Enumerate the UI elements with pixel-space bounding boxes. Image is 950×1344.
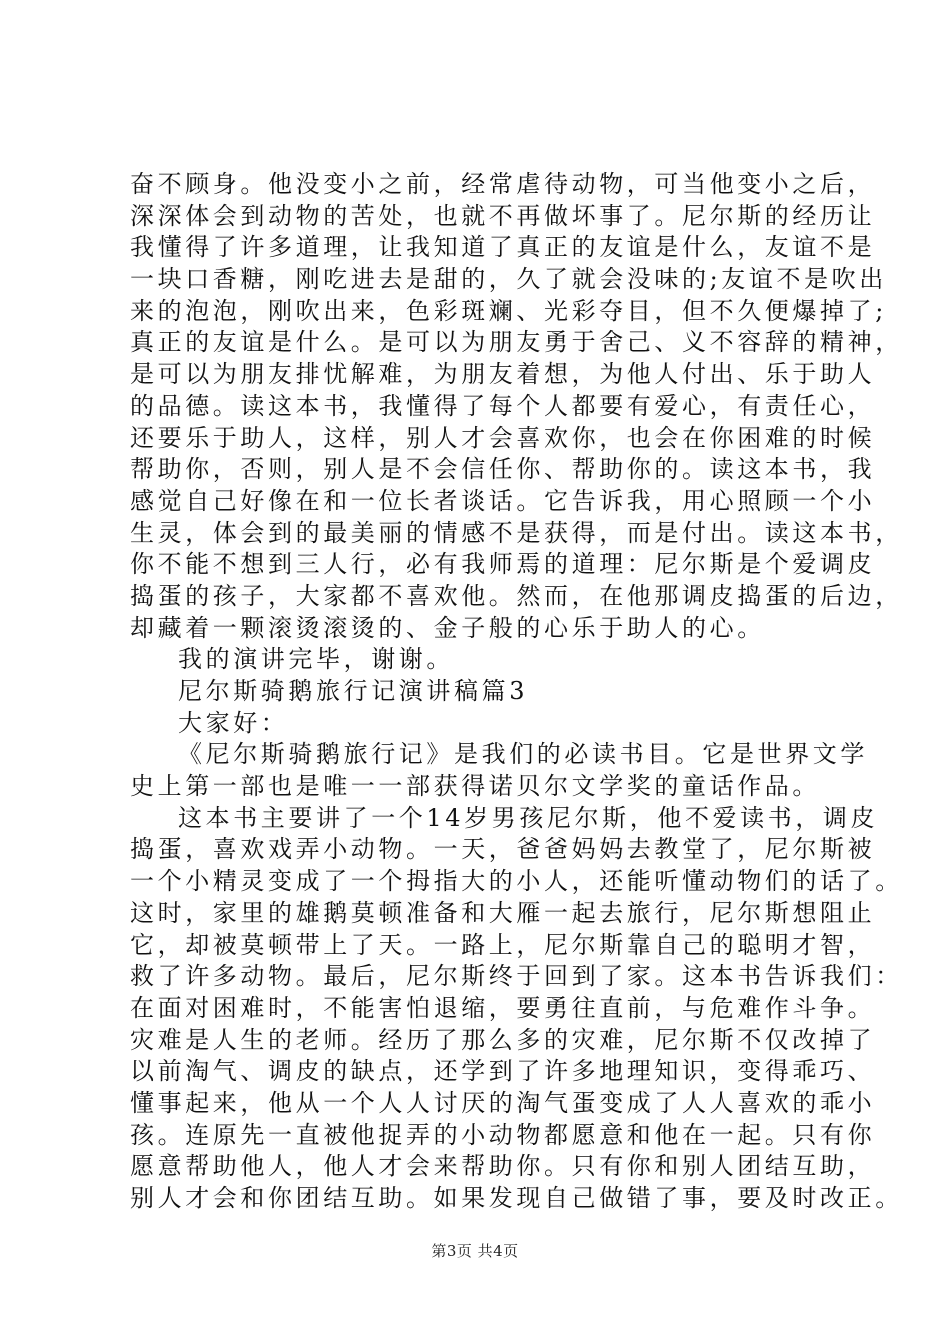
text-line: 生灵，体会到的最美丽的情感不是获得，而是付出。读这本书， bbox=[130, 518, 903, 547]
text-line: 一块口香糖，刚吃进去是甜的，久了就会没味的;友谊不是吹出 bbox=[130, 265, 887, 294]
text-line: 奋不顾身。他没变小之前，经常虐待动物，可当他变小之后， bbox=[130, 170, 876, 198]
text-line: 它，却被莫顿带上了天。一路上，尼尔斯靠自己的聪明才智， bbox=[130, 930, 876, 959]
body-text bbox=[130, 169, 903, 1215]
section-heading: 尼尔斯骑鹅旅行记演讲稿篇3 bbox=[178, 677, 529, 705]
page-footer: 第3页 共4页 bbox=[431, 1242, 519, 1260]
text-line: 在面对困难时，不能害怕退缩，要勇往直前，与危难作斗争。 bbox=[130, 993, 876, 1022]
text-line: 深深体会到动物的苦处，也就不再做坏事了。尼尔斯的经历让 bbox=[130, 201, 876, 230]
text-line: 懂事起来，他从一个人人讨厌的淘气蛋变成了人人喜欢的乖小 bbox=[130, 1088, 876, 1117]
greeting-line: 大家好： bbox=[178, 708, 289, 737]
text-line: 感觉自己好像在和一位长者谈话。它告诉我，用心照顾一个小 bbox=[130, 486, 876, 515]
text-line: 这本书主要讲了一个14岁男孩尼尔斯，他不爱读书，调皮 bbox=[178, 803, 879, 832]
text-line: 捣蛋，喜欢戏弄小动物。一天，爸爸妈妈去教堂了，尼尔斯被 bbox=[130, 835, 876, 864]
text-line: 这时，家里的雄鹅莫顿准备和大雁一起去旅行，尼尔斯想阻止 bbox=[130, 898, 876, 927]
text-line: 史上第一部也是唯一一部获得诺贝尔文学奖的童话作品。 bbox=[130, 772, 820, 801]
text-line: 还要乐于助人，这样，别人才会喜欢你，也会在你困难的时候 bbox=[130, 423, 876, 452]
closing-line: 我的演讲完毕，谢谢。 bbox=[178, 645, 454, 674]
text-line: 灾难是人生的老师。经历了那么多的灾难，尼尔斯不仅改掉了 bbox=[130, 1025, 876, 1054]
text-line: 以前淘气、调皮的缺点，还学到了许多地理知识，变得乖巧、 bbox=[130, 1057, 876, 1086]
text-line: 愿意帮助他人，他人才会来帮助你。只有你和别人团结互助， bbox=[130, 1152, 876, 1181]
text-line: 来的泡泡，刚吹出来，色彩斑斓、光彩夺目，但不久便爆掉了; bbox=[130, 296, 887, 325]
text-line: 《尼尔斯骑鹅旅行记》是我们的必读书目。它是世界文学 bbox=[178, 740, 868, 769]
text-line: 真正的友谊是什么。是可以为朋友勇于舍己、义不容辞的精神， bbox=[130, 328, 903, 357]
text-line: 救了许多动物。最后，尼尔斯终于回到了家。这本书告诉我们： bbox=[130, 962, 903, 991]
text-line: 孩。连原先一直被他捉弄的小动物都愿意和他在一起。只有你 bbox=[130, 1120, 876, 1149]
text-line: 一个小精灵变成了一个拇指大的小人，还能听懂动物们的话了。 bbox=[130, 867, 903, 896]
text-line: 却藏着一颗滚烫滚烫的、金子般的心乐于助人的心。 bbox=[130, 613, 765, 642]
text-line: 捣蛋的孩子，大家都不喜欢他。然而，在他那调皮捣蛋的后边， bbox=[130, 581, 903, 610]
text-line: 的品德。读这本书，我懂得了每个人都要有爱心，有责任心， bbox=[130, 391, 876, 420]
text-line: 你不能不想到三人行，必有我师焉的道理：尼尔斯是个爱调皮 bbox=[130, 550, 876, 579]
text-line: 是可以为朋友排忧解难，为朋友着想，为他人付出、乐于助人 bbox=[130, 360, 876, 389]
text-line: 别人才会和你团结互助。如果发现自己做错了事，要及时改正。 bbox=[130, 1184, 903, 1212]
text-line: 帮助你，否则，别人是不会信任你、帮助你的。读这本书，我 bbox=[130, 455, 876, 484]
text-line: 我懂得了许多道理，让我知道了真正的友谊是什么，友谊不是 bbox=[130, 233, 876, 262]
